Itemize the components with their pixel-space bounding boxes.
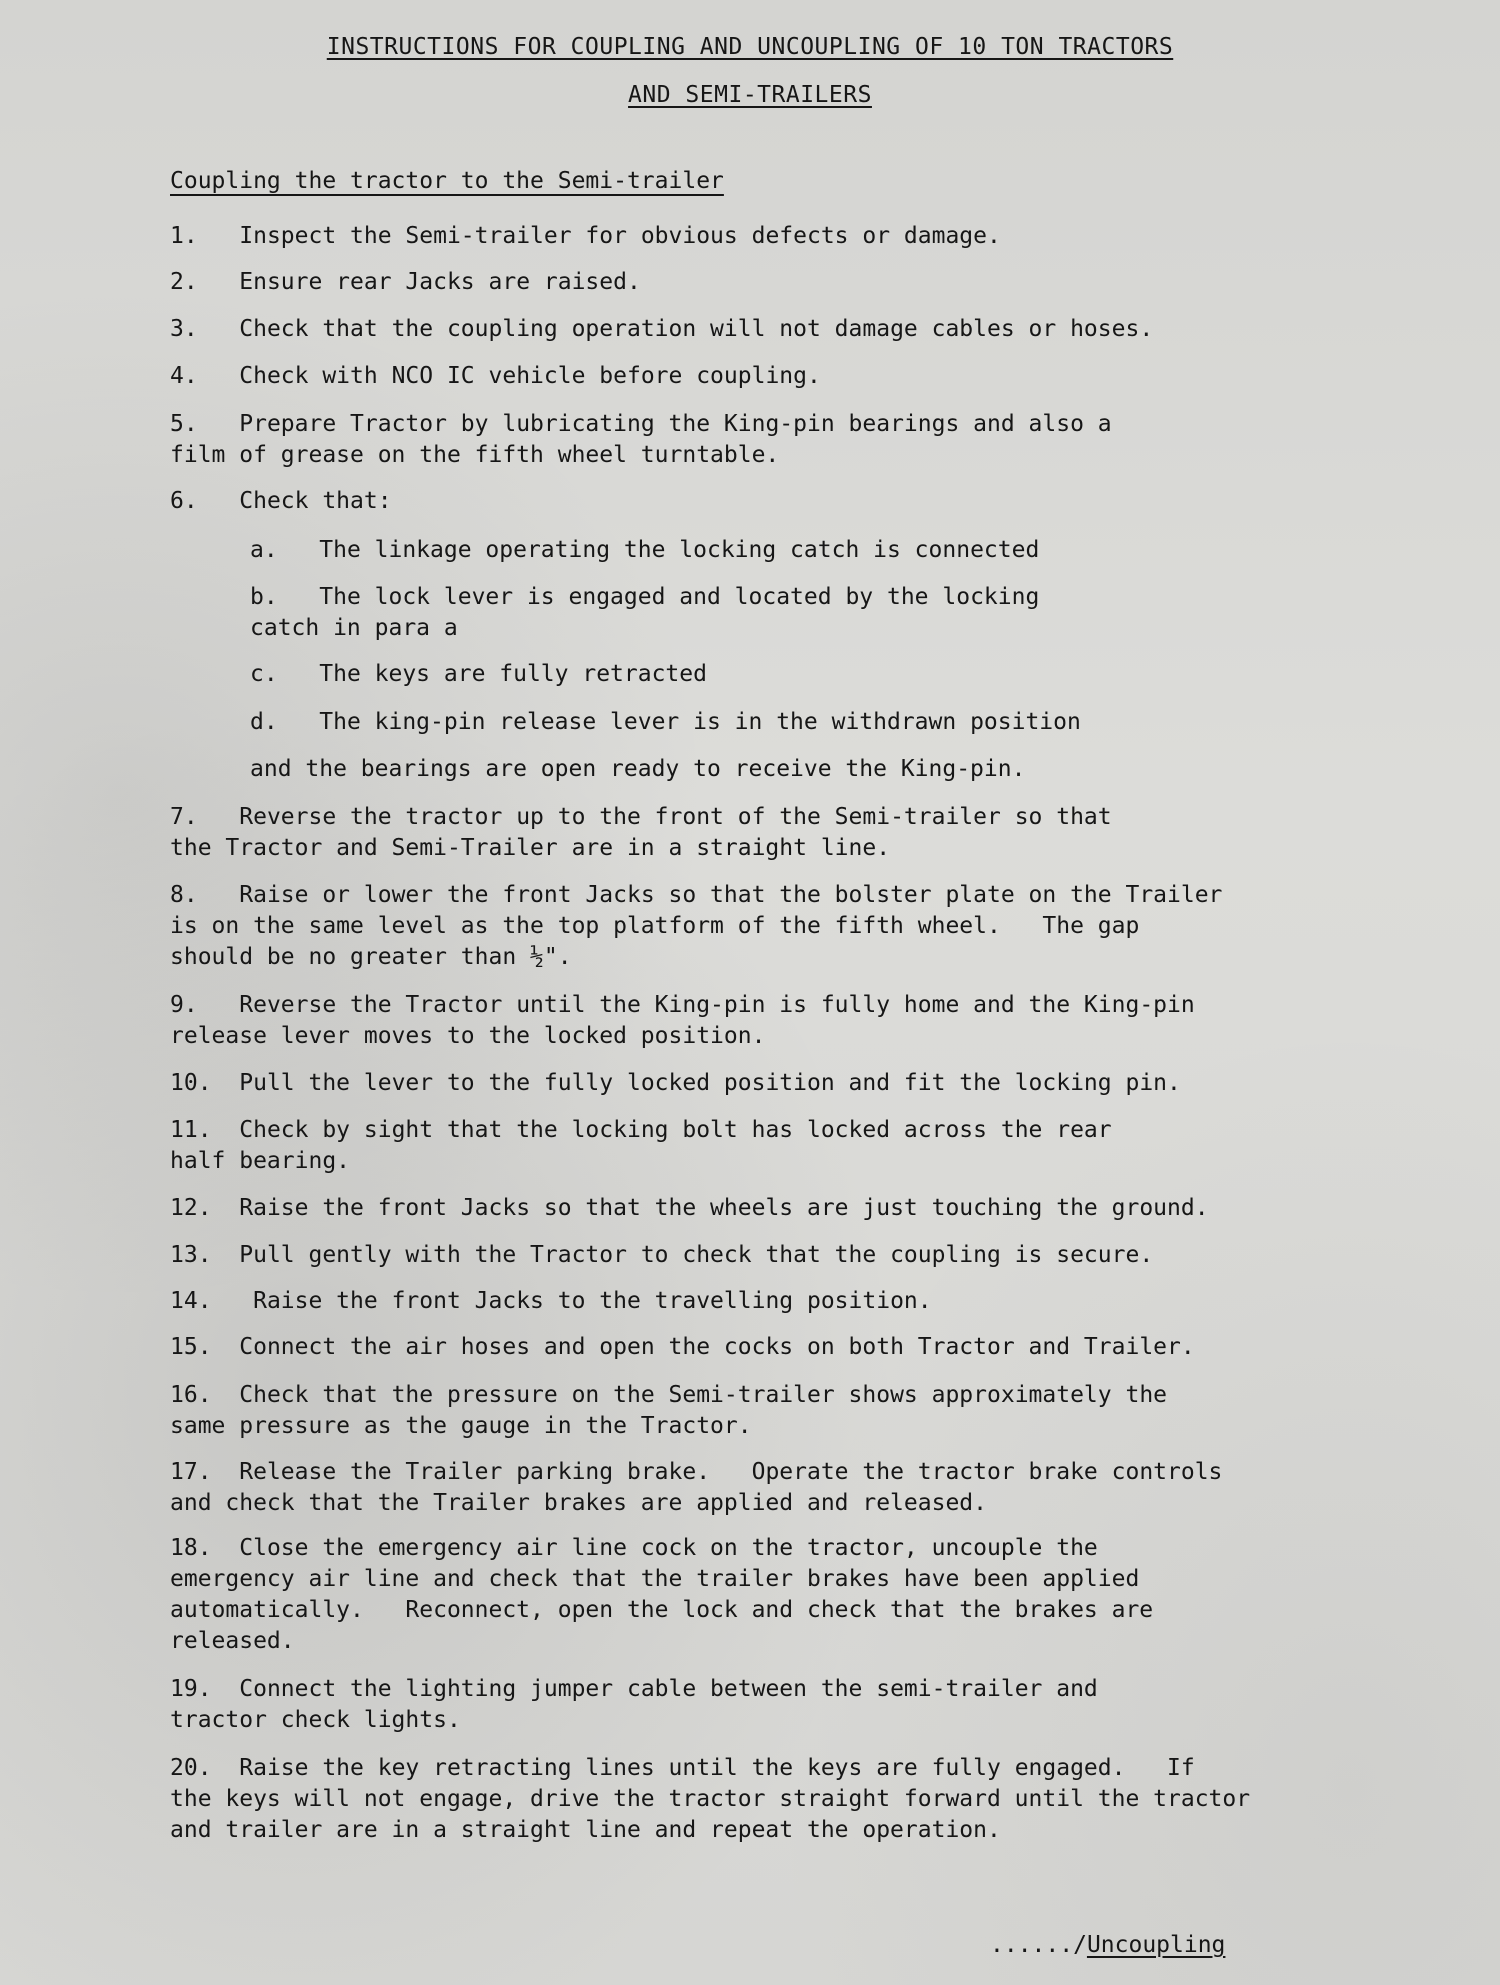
item-number: 13. <box>170 1242 212 1268</box>
list-item-14 <box>170 1286 1400 1317</box>
item-number: 9. <box>170 992 198 1018</box>
continuation-dots: ....../ <box>990 1932 1087 1958</box>
list-item-12 <box>170 1193 1400 1224</box>
item-text: Ensure rear Jacks are raised. <box>239 269 641 295</box>
item-number: 20. <box>170 1755 212 1781</box>
continuation-note <box>990 1932 1225 1958</box>
list-item-15 <box>170 1332 1400 1363</box>
list-item-16 <box>170 1380 1400 1442</box>
item-text: Inspect the Semi-trailer for obvious defects or damage. <box>239 223 1001 249</box>
list-item-17 <box>170 1457 1400 1519</box>
list-item-3 <box>170 314 1400 345</box>
document-title-line-1: INSTRUCTIONS FOR COUPLING AND UNCOUPLING OF 10 TON TRACTORS <box>326 34 1174 60</box>
sub-item-letter: a. <box>250 537 278 563</box>
item-number: 8. <box>170 882 198 908</box>
item-number: 5. <box>170 411 198 437</box>
document-title-line-2: AND SEMI-TRAILERS <box>628 82 872 108</box>
item-text: Release the Trailer parking brake. Operate the tractor brake controls and check that the Trailer brakes are applied and released. <box>170 1459 1223 1516</box>
item-text: Connect the air hoses and open the cocks on both Tractor and Trailer. <box>239 1334 1195 1360</box>
section-heading: Coupling the tractor to the Semi-trailer <box>170 168 724 194</box>
item-number: 7. <box>170 804 198 830</box>
list-item-20 <box>170 1753 1400 1846</box>
list-item-11 <box>170 1115 1400 1177</box>
item-number: 15. <box>170 1334 212 1360</box>
item-text: Prepare Tractor by lubricating the King-pin bearings and also a film of grease on the fifth wheel turntable. <box>170 411 1112 468</box>
sub-item-d <box>250 707 1400 738</box>
list-item-5 <box>170 409 1400 471</box>
list-item-9 <box>170 990 1400 1052</box>
sub-item-b <box>250 582 1400 644</box>
sub-item-text: and the bearings are open ready to receive the King-pin. <box>250 756 1026 782</box>
sub-item-letter: b. <box>250 584 278 610</box>
item-text: Close the emergency air line cock on the tractor, uncouple the emergency air line and check that the trailer brakes have been applied automatically. Reconnect, open the lock and check that the brakes are released. <box>170 1535 1154 1654</box>
list-item-4 <box>170 361 1400 392</box>
continuation-link: Uncoupling <box>1086 1932 1226 1958</box>
list-item-10 <box>170 1068 1400 1099</box>
list-item-8 <box>170 880 1400 973</box>
sub-item-d-continued <box>250 754 1400 785</box>
sub-item-c <box>250 659 1400 690</box>
list-item-6 <box>170 486 1400 517</box>
item-number: 18. <box>170 1535 212 1561</box>
item-text: Raise the front Jacks to the travelling position. <box>253 1288 932 1314</box>
item-number: 2. <box>170 269 198 295</box>
item-number: 19. <box>170 1676 212 1702</box>
item-text: Reverse the Tractor until the King-pin is fully home and the King-pin release lever moves to the locked position. <box>170 992 1195 1049</box>
item-text: Reverse the tractor up to the front of the Semi-trailer so that the Tractor and Semi-Trailer are in a straight line. <box>170 804 1112 861</box>
item-number: 4. <box>170 363 198 389</box>
sub-item-letter: c. <box>250 661 278 687</box>
item-text: Pull the lever to the fully locked position and fit the locking pin. <box>239 1070 1181 1096</box>
sub-item-text: The king-pin release lever is in the withdrawn position <box>319 709 1081 735</box>
item-number: 14. <box>170 1288 212 1314</box>
item-text: Check that the pressure on the Semi-trailer shows approximately the same pressure as the gauge in the Tractor. <box>170 1382 1168 1439</box>
item-number: 16. <box>170 1382 212 1408</box>
list-item-7 <box>170 802 1400 864</box>
list-item-19 <box>170 1674 1400 1736</box>
list-item-1 <box>170 221 1400 252</box>
item-text: Check with NCO IC vehicle before coupling. <box>239 363 821 389</box>
item-number: 11. <box>170 1117 212 1143</box>
item-number: 3. <box>170 316 198 342</box>
sub-item-a <box>250 535 1400 566</box>
item-text: Pull gently with the Tractor to check that the coupling is secure. <box>239 1242 1154 1268</box>
item-number: 12. <box>170 1195 212 1221</box>
item-text: Raise the front Jacks so that the wheels are just touching the ground. <box>239 1195 1209 1221</box>
item-text: Connect the lighting jumper cable between the semi-trailer and tractor check lights. <box>170 1676 1098 1733</box>
item-text: Check that the coupling operation will not damage cables or hoses. <box>239 316 1154 342</box>
item-number: 17. <box>170 1459 212 1485</box>
item-number: 1. <box>170 223 198 249</box>
list-item-2 <box>170 267 1400 298</box>
sub-item-text: The keys are fully retracted <box>319 661 707 687</box>
list-item-13 <box>170 1240 1400 1271</box>
list-item-18 <box>170 1533 1400 1657</box>
item-number: 10. <box>170 1070 212 1096</box>
item-number: 6. <box>170 488 198 514</box>
item-text: Check by sight that the locking bolt has locked across the rear half bearing. <box>170 1117 1112 1174</box>
sub-item-letter: d. <box>250 709 278 735</box>
sub-item-text: The lock lever is engaged and located by the locking catch in para a <box>250 584 1040 641</box>
item-text: Check that: <box>239 488 392 514</box>
item-text: Raise or lower the front Jacks so that the bolster plate on the Trailer is on the same level as the top platform of the fifth wheel. The gap should be no greater than ½". <box>170 882 1223 970</box>
item-text: Raise the key retracting lines until the keys are fully engaged. If the keys will not engage, drive the tractor straight forward until the tractor and trailer are in a straight line and repeat the operation. <box>170 1755 1251 1843</box>
sub-item-text: The linkage operating the locking catch is connected <box>319 537 1040 563</box>
